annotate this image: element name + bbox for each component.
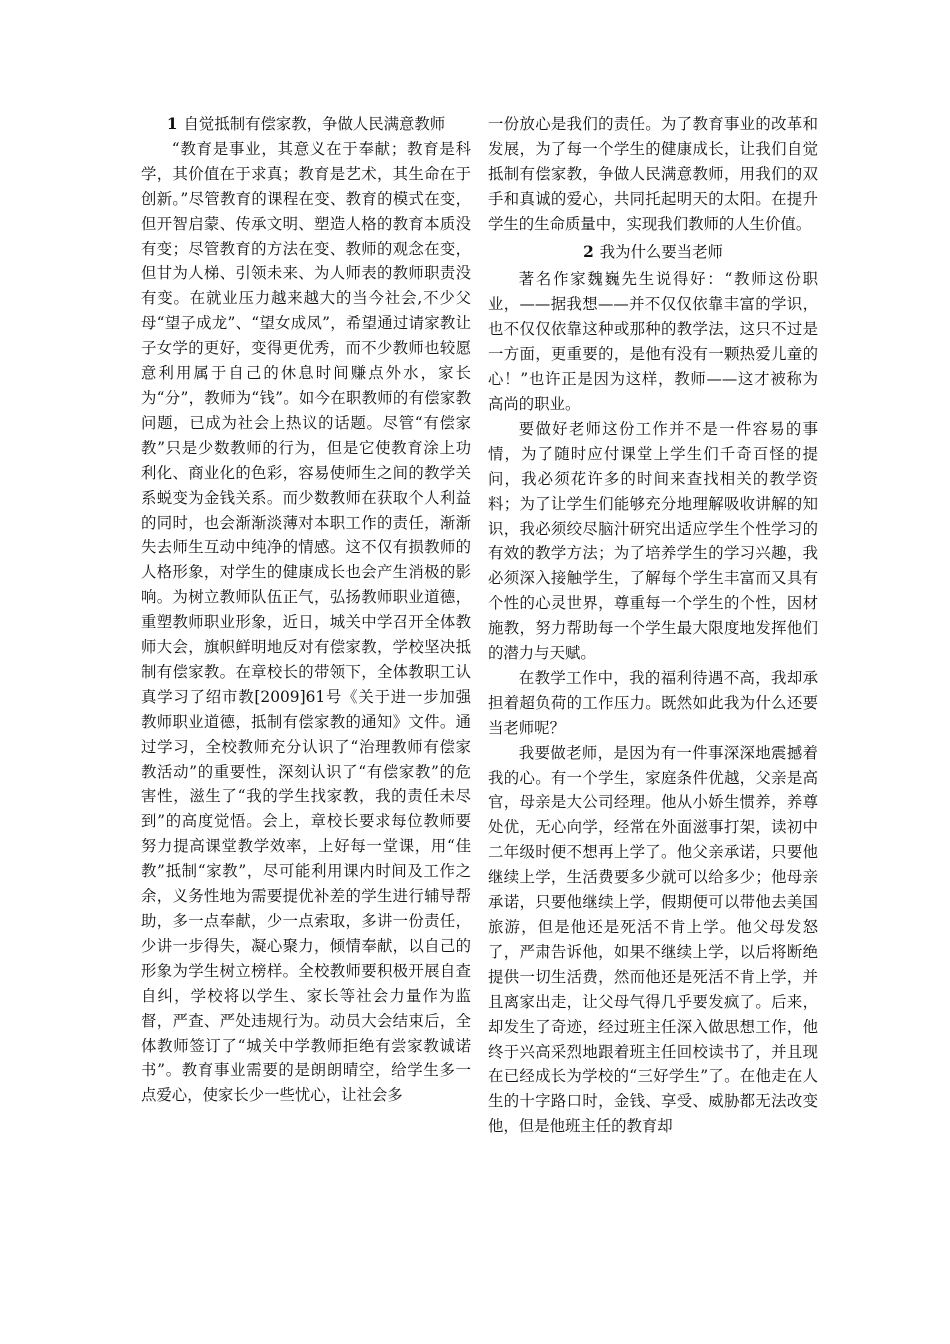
section-1-paragraph: “教育是事业，其意义在于奉献；教育是科学，其价值在于求真；教育是艺术，其生命在于创新。”尽管教育的课程在变、教育的模式在变，但开智启蒙、传承文明、塑造人格的教育本质没有变；尽管教育的方法在变、教师的观念在变，但甘为人梯、引领未来、为人师表的教师职责没有变。在就业压力越来越大的当今社会,不少父母“望子成龙”、“望女成凤”，希望通过请家教让子女学的更好，变得更优秀，而不少教师也较愿意利用属于自己的休息时间赚点外水，家长为“分”，教师为“钱”。如今在职教师的有偿家教问题，已成为社会上热议的话题。尽管“有偿家教”只是少数教师的行为，但是它使教育涂上功利化、商业化的色彩，容易使师生之间的教学关系蜕变为金钱关系。而少数教师在获取个人利益的同时，也会渐渐淡薄对本职工作的责任，渐渐失去师生互动中纯净的情感。这不仅有损教师的人格形象，对学生的健康成长也会产生消极的影响。为树立教师队伍正气，弘扬教师职业道德，重塑教师职业形象，近日，城关中学召开全体教师大会，旗帜鲜明地反对有偿家教，学校坚决抵制有偿家教。在章校长的带领下，全体教职工认真学习了绍市教[2009]61号《关于进一步加强教师职业道德，抵制有偿家教的通知》文件。通过学习，全校教师充分认识了“治理教师有偿家教活动”的重要性，深刻认识了“有偿家教”的危害性，滋生了“我的学生找家教，我的责任未尽到”的高度觉悟。会上，章校长要求每位教师要努力提高课堂教学效率，上好每一堂课，用“佳教”抵制“家教”，尽可能利用课内时间及工作之余，义务性地为需要提优补差的学生进行辅导帮助，多一点奉献，少一点索取，多讲一份责任，少讲一步得失，凝心聚力，倾情奉献，以自己的形象为学生树立榜样。全校教师要积极开展自查自纠，学校将以学生、家长等社会力量作为监督，严查、严处违规行为。动员大会结束后，全体教师签订了“城关中学教师拒绝有尝家教诚诺书”。教育事业需要的是朗朗晴空，给学生多一点爱心，使家长少一些忧心，让社会多: [141, 139, 471, 1105]
right-column: [488, 112, 818, 1139]
section-2-paragraph-1: 著名作家魏巍先生说得好：“教师这份职业，——据我想——并不仅仅依靠丰富的学识，也不仅仅依靠这种或那种的教学法，这只不过是一方面，更重要的，是他有没有一颗热爱儿童的心！”也许正是因为这样，教师——这才被称为高尚的职业。: [488, 270, 818, 413]
section-2-title: 我为什么要当老师: [599, 242, 723, 261]
section-2-number: 2: [583, 242, 594, 261]
section-2-paragraph-4: 我要做老师，是因为有一件事深深地震撼着我的心。有一个学生，家庭条件优越，父亲是高官，母亲是大公司经理。他从小娇生惯养，养尊处优，无心向学，经常在外面滋事打架，读初中二年级时便不想再上学了。他父亲承诺，只要他继续上学，生活费要多少就可以给多少；他母亲承诺，只要他继续上学，假期便可以带他去美国旅游，但是他还是死活不肯上学。他父母发怒了，严肃告诉他，如果不继续上学，以后将断绝提供一切生活费，然而他还是死活不肯上学，并且离家出走，让父母气得几乎要发疯了。后来，却发生了奇迹，经过班主任深入做思想工作，他终于兴高采烈地跟着班主任回校读书了，并且现在已经成长为学校的“三好学生”了。在他走在人生的十字路口时，金钱、享受、威胁都无法改变他，但是他班主任的教育却: [488, 743, 818, 1136]
section-1-number: 1: [166, 115, 178, 133]
section-2-paragraph-2: 要做好老师这份工作并不是一件容易的事情，为了随时应付课堂上学生们千奇百怪的提问，我必须花许多的时间来查找相关的教学资料；为了让学生们能够充分地理解吸收讲解的知识，我必须绞尽脑汁研究出适应学生个性学习的有效的教学方法；为了培养学生的学习兴趣，我必须深入接触学生，了解每个学生丰富而又具有个性的心灵世界，尊重每一个学生的个性，因材施教，努力帮助每一个学生最大限度地发挥他们的潜力与天赋。: [488, 419, 818, 663]
section-2-paragraph-3: 在教学工作中，我的福利待遇不高，我却承担着超负荷的工作压力。既然如此我为什么还要当老师呢？: [488, 668, 818, 737]
section-1-title: 自觉抵制有偿家教，争做人民满意教师: [183, 115, 446, 133]
left-column: [141, 112, 471, 1108]
section-2-heading: [488, 240, 818, 265]
section-1-continuation: 一份放心是我们的责任。为了教育事业的改革和发展，为了每一个学生的健康成长，让我们自觉抵制有偿家教，争做人民满意教师，用我们的双手和真诚的爱心，共同托起明天的太阳。在提升学生的生命质量中，实现我们教师的人生价值。: [488, 115, 818, 233]
section-1-heading: [141, 112, 471, 137]
